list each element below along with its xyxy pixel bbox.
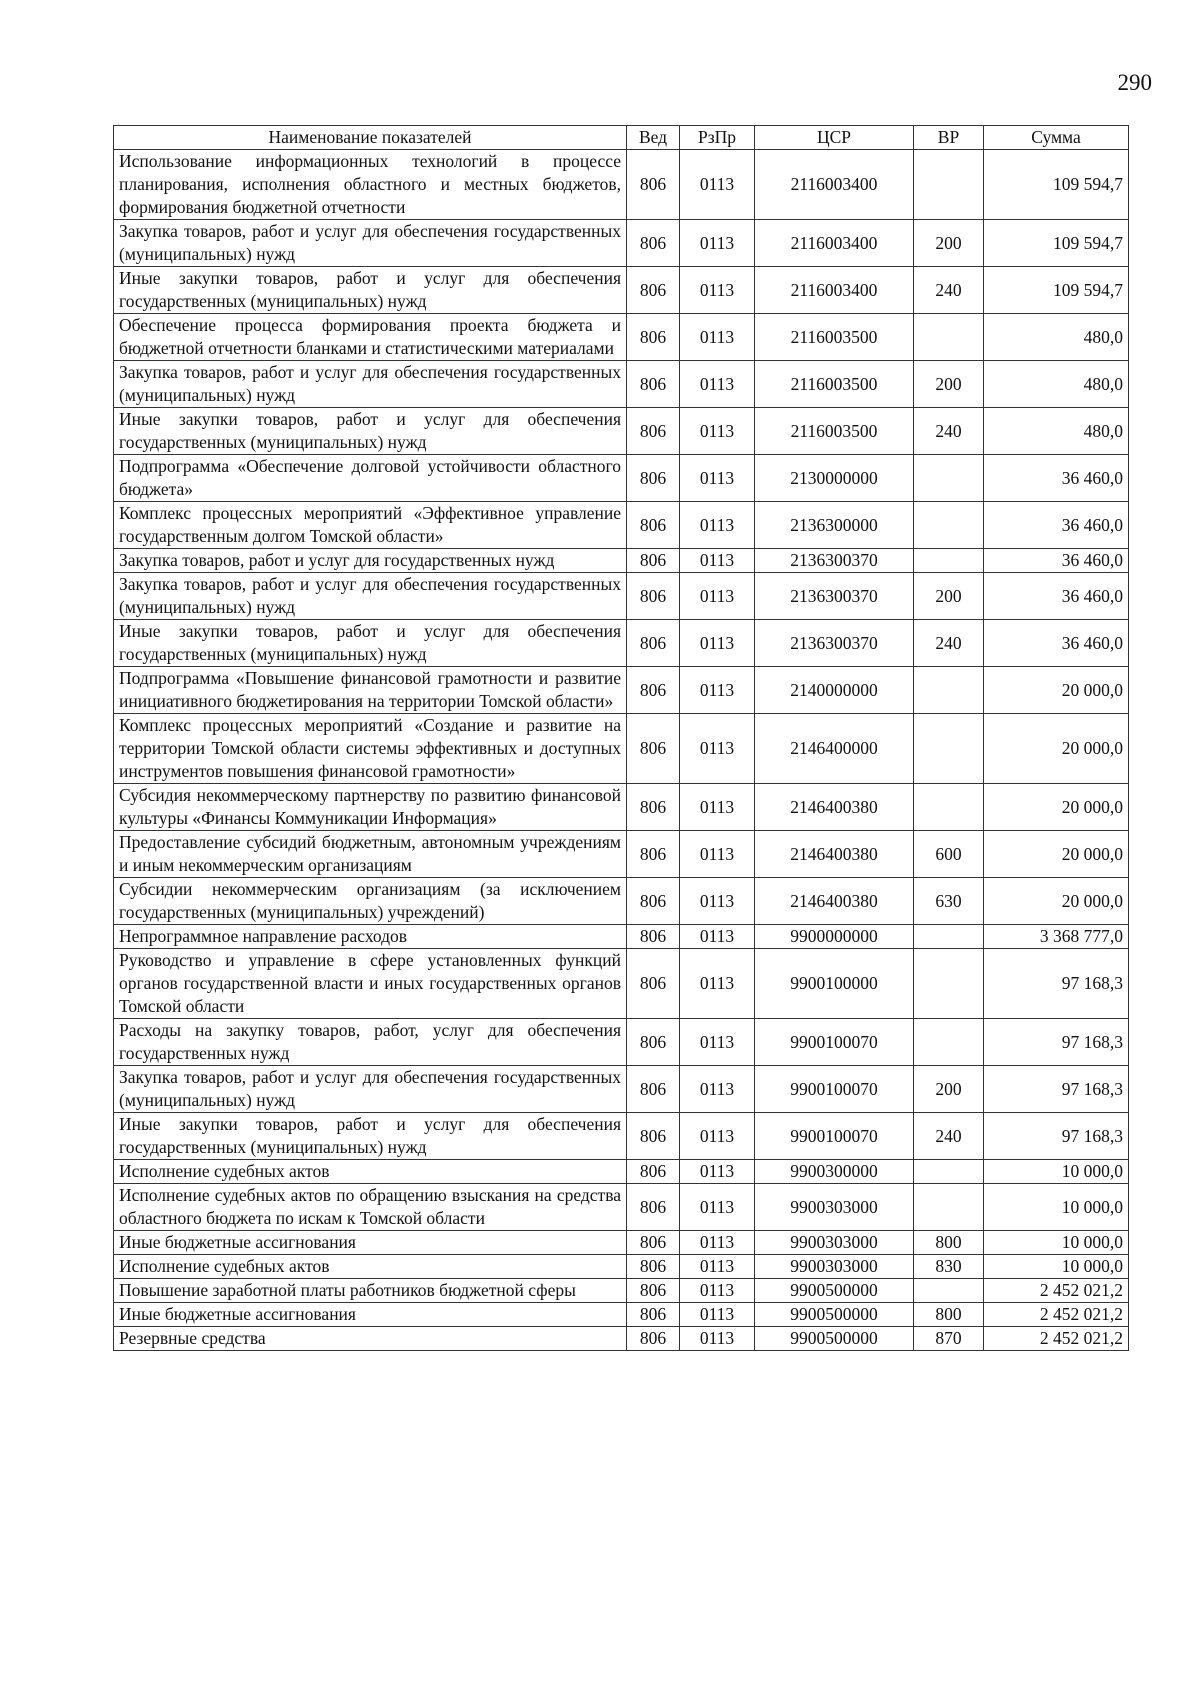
row-ved-cell: 806 <box>627 1113 680 1160</box>
row-rzpr-cell: 0113 <box>680 573 755 620</box>
row-rzpr-cell: 0113 <box>680 361 755 408</box>
row-vr-cell <box>914 549 984 573</box>
row-rzpr-cell: 0113 <box>680 1184 755 1231</box>
row-rzpr-cell: 0113 <box>680 620 755 667</box>
row-csr-cell: 2116003500 <box>755 408 914 455</box>
table-row <box>114 949 1129 1019</box>
row-rzpr-cell: 0113 <box>680 878 755 925</box>
row-rzpr-cell: 0113 <box>680 925 755 949</box>
row-name-cell: Руководство и управление в сфере установленных функций органов государственной власти и иных государственных органов Томской области <box>114 949 627 1019</box>
table-row <box>114 549 1129 573</box>
table-row <box>114 925 1129 949</box>
header-rzpr: РзПр <box>680 126 755 150</box>
row-csr-cell: 9900500000 <box>755 1279 914 1303</box>
row-vr-cell: 200 <box>914 220 984 267</box>
row-sum-cell: 36 460,0 <box>984 620 1129 667</box>
row-sum-cell: 10 000,0 <box>984 1184 1129 1231</box>
row-ved-cell: 806 <box>627 1279 680 1303</box>
row-csr-cell: 2146400380 <box>755 784 914 831</box>
table-row <box>114 573 1129 620</box>
row-vr-cell: 200 <box>914 361 984 408</box>
row-rzpr-cell: 0113 <box>680 1327 755 1351</box>
row-csr-cell: 2146400000 <box>755 714 914 784</box>
table-row <box>114 831 1129 878</box>
row-sum-cell: 109 594,7 <box>984 220 1129 267</box>
table-body <box>114 150 1129 1351</box>
row-ved-cell: 806 <box>627 408 680 455</box>
row-sum-cell: 480,0 <box>984 314 1129 361</box>
header-vr: ВР <box>914 126 984 150</box>
row-ved-cell: 806 <box>627 455 680 502</box>
table-row <box>114 784 1129 831</box>
row-rzpr-cell: 0113 <box>680 949 755 1019</box>
table-row <box>114 455 1129 502</box>
row-sum-cell: 36 460,0 <box>984 455 1129 502</box>
row-csr-cell: 9900500000 <box>755 1327 914 1351</box>
table-row <box>114 361 1129 408</box>
page-number: 290 <box>1117 70 1152 95</box>
row-vr-cell: 240 <box>914 1113 984 1160</box>
row-csr-cell: 9900300000 <box>755 1160 914 1184</box>
row-ved-cell: 806 <box>627 1160 680 1184</box>
row-vr-cell: 600 <box>914 831 984 878</box>
row-vr-cell <box>914 314 984 361</box>
row-vr-cell: 200 <box>914 573 984 620</box>
row-rzpr-cell: 0113 <box>680 455 755 502</box>
row-name-cell: Непрограммное направление расходов <box>114 925 627 949</box>
row-name-cell: Резервные средства <box>114 1327 627 1351</box>
table-row <box>114 502 1129 549</box>
row-vr-cell <box>914 1160 984 1184</box>
row-ved-cell: 806 <box>627 1184 680 1231</box>
row-rzpr-cell: 0113 <box>680 408 755 455</box>
row-csr-cell: 2136300370 <box>755 573 914 620</box>
row-sum-cell: 20 000,0 <box>984 784 1129 831</box>
row-ved-cell: 806 <box>627 1255 680 1279</box>
row-sum-cell: 10 000,0 <box>984 1255 1129 1279</box>
table-row <box>114 1327 1129 1351</box>
table-row <box>114 408 1129 455</box>
row-csr-cell: 9900303000 <box>755 1231 914 1255</box>
row-csr-cell: 9900100070 <box>755 1019 914 1066</box>
row-name-cell: Комплекс процессных мероприятий «Создание и развитие на территории Томской области системы эффективных и доступных инструментов повышения финансовой грамотности» <box>114 714 627 784</box>
row-vr-cell <box>914 1279 984 1303</box>
row-vr-cell: 870 <box>914 1327 984 1351</box>
row-sum-cell: 20 000,0 <box>984 878 1129 925</box>
row-name-cell: Иные закупки товаров, работ и услуг для обеспечения государственных (муниципальных) нужд <box>114 408 627 455</box>
row-ved-cell: 806 <box>627 784 680 831</box>
table-header <box>114 126 1129 150</box>
row-vr-cell <box>914 714 984 784</box>
table-row <box>114 1066 1129 1113</box>
row-sum-cell: 20 000,0 <box>984 667 1129 714</box>
row-rzpr-cell: 0113 <box>680 1255 755 1279</box>
table-row <box>114 150 1129 220</box>
table-row <box>114 620 1129 667</box>
row-vr-cell: 800 <box>914 1231 984 1255</box>
row-ved-cell: 806 <box>627 361 680 408</box>
row-vr-cell <box>914 1019 984 1066</box>
row-rzpr-cell: 0113 <box>680 1113 755 1160</box>
row-vr-cell: 630 <box>914 878 984 925</box>
row-name-cell: Закупка товаров, работ и услуг для обеспечения государственных (муниципальных) нужд <box>114 220 627 267</box>
row-sum-cell: 97 168,3 <box>984 1066 1129 1113</box>
row-name-cell: Подпрограмма «Повышение финансовой грамотности и развитие инициативного бюджетирования на территории Томской области» <box>114 667 627 714</box>
row-csr-cell: 2146400380 <box>755 831 914 878</box>
row-csr-cell: 2116003500 <box>755 361 914 408</box>
row-ved-cell: 806 <box>627 1231 680 1255</box>
row-sum-cell: 20 000,0 <box>984 714 1129 784</box>
row-csr-cell: 9900100000 <box>755 949 914 1019</box>
row-rzpr-cell: 0113 <box>680 714 755 784</box>
table-row <box>114 1184 1129 1231</box>
table-row <box>114 314 1129 361</box>
row-sum-cell: 20 000,0 <box>984 831 1129 878</box>
table-row <box>114 878 1129 925</box>
row-ved-cell: 806 <box>627 573 680 620</box>
row-sum-cell: 97 168,3 <box>984 1019 1129 1066</box>
header-row <box>114 126 1129 150</box>
row-vr-cell: 200 <box>914 1066 984 1113</box>
row-csr-cell: 2136300000 <box>755 502 914 549</box>
row-sum-cell: 2 452 021,2 <box>984 1327 1129 1351</box>
row-vr-cell: 240 <box>914 620 984 667</box>
row-csr-cell: 2130000000 <box>755 455 914 502</box>
table-row <box>114 1231 1129 1255</box>
row-csr-cell: 9900100070 <box>755 1066 914 1113</box>
header-name: Наименование показателей <box>114 126 627 150</box>
row-name-cell: Повышение заработной платы работников бюджетной сферы <box>114 1279 627 1303</box>
row-name-cell: Исполнение судебных актов <box>114 1255 627 1279</box>
row-rzpr-cell: 0113 <box>680 502 755 549</box>
row-ved-cell: 806 <box>627 878 680 925</box>
row-rzpr-cell: 0113 <box>680 1303 755 1327</box>
row-ved-cell: 806 <box>627 267 680 314</box>
row-csr-cell: 2116003400 <box>755 150 914 220</box>
table-row <box>114 1279 1129 1303</box>
row-name-cell: Иные закупки товаров, работ и услуг для обеспечения государственных (муниципальных) нужд <box>114 620 627 667</box>
row-name-cell: Предоставление субсидий бюджетным, автономным учреждениям и иным некоммерческим организациям <box>114 831 627 878</box>
row-sum-cell: 97 168,3 <box>984 949 1129 1019</box>
row-vr-cell <box>914 925 984 949</box>
row-name-cell: Иные бюджетные ассигнования <box>114 1303 627 1327</box>
row-rzpr-cell: 0113 <box>680 1066 755 1113</box>
table-row <box>114 267 1129 314</box>
row-ved-cell: 806 <box>627 1303 680 1327</box>
row-csr-cell: 9900303000 <box>755 1184 914 1231</box>
row-name-cell: Использование информационных технологий в процессе планирования, исполнения областного и местных бюджетов, формирования бюджетной отчетности <box>114 150 627 220</box>
row-sum-cell: 10 000,0 <box>984 1231 1129 1255</box>
row-ved-cell: 806 <box>627 1066 680 1113</box>
row-ved-cell: 806 <box>627 502 680 549</box>
row-name-cell: Исполнение судебных актов <box>114 1160 627 1184</box>
table-row <box>114 667 1129 714</box>
row-sum-cell: 10 000,0 <box>984 1160 1129 1184</box>
row-sum-cell: 97 168,3 <box>984 1113 1129 1160</box>
row-sum-cell: 109 594,7 <box>984 267 1129 314</box>
row-name-cell: Закупка товаров, работ и услуг для обеспечения государственных (муниципальных) нужд <box>114 1066 627 1113</box>
row-rzpr-cell: 0113 <box>680 220 755 267</box>
row-rzpr-cell: 0113 <box>680 314 755 361</box>
row-vr-cell: 240 <box>914 267 984 314</box>
row-rzpr-cell: 0113 <box>680 831 755 878</box>
row-csr-cell: 9900500000 <box>755 1303 914 1327</box>
row-csr-cell: 9900100070 <box>755 1113 914 1160</box>
row-rzpr-cell: 0113 <box>680 549 755 573</box>
header-sum: Сумма <box>984 126 1129 150</box>
row-sum-cell: 36 460,0 <box>984 573 1129 620</box>
row-rzpr-cell: 0113 <box>680 267 755 314</box>
row-rzpr-cell: 0113 <box>680 150 755 220</box>
table-row <box>114 1019 1129 1066</box>
row-vr-cell <box>914 502 984 549</box>
row-csr-cell: 9900303000 <box>755 1255 914 1279</box>
row-name-cell: Комплекс процессных мероприятий «Эффективное управление государственным долгом Томской области» <box>114 502 627 549</box>
header-ved: Вед <box>627 126 680 150</box>
row-rzpr-cell: 0113 <box>680 1019 755 1066</box>
budget-table <box>113 125 1129 1351</box>
header-csr: ЦСР <box>755 126 914 150</box>
row-rzpr-cell: 0113 <box>680 784 755 831</box>
table-row <box>114 714 1129 784</box>
row-name-cell: Закупка товаров, работ и услуг для обеспечения государственных (муниципальных) нужд <box>114 573 627 620</box>
table-row <box>114 1303 1129 1327</box>
row-ved-cell: 806 <box>627 220 680 267</box>
row-rzpr-cell: 0113 <box>680 1160 755 1184</box>
row-vr-cell <box>914 1184 984 1231</box>
row-vr-cell: 240 <box>914 408 984 455</box>
row-vr-cell: 800 <box>914 1303 984 1327</box>
row-ved-cell: 806 <box>627 150 680 220</box>
row-vr-cell <box>914 667 984 714</box>
row-csr-cell: 2116003400 <box>755 267 914 314</box>
row-sum-cell: 480,0 <box>984 361 1129 408</box>
row-name-cell: Обеспечение процесса формирования проекта бюджета и бюджетной отчетности бланками и статистическими материалами <box>114 314 627 361</box>
row-vr-cell <box>914 150 984 220</box>
row-ved-cell: 806 <box>627 314 680 361</box>
row-name-cell: Иные закупки товаров, работ и услуг для обеспечения государственных (муниципальных) нужд <box>114 267 627 314</box>
row-ved-cell: 806 <box>627 925 680 949</box>
row-rzpr-cell: 0113 <box>680 667 755 714</box>
row-ved-cell: 806 <box>627 549 680 573</box>
row-sum-cell: 109 594,7 <box>984 150 1129 220</box>
row-ved-cell: 806 <box>627 1019 680 1066</box>
row-sum-cell: 2 452 021,2 <box>984 1279 1129 1303</box>
row-sum-cell: 3 368 777,0 <box>984 925 1129 949</box>
row-vr-cell: 830 <box>914 1255 984 1279</box>
row-name-cell: Закупка товаров, работ и услуг для государственных нужд <box>114 549 627 573</box>
row-sum-cell: 36 460,0 <box>984 549 1129 573</box>
row-sum-cell: 2 452 021,2 <box>984 1303 1129 1327</box>
row-sum-cell: 480,0 <box>984 408 1129 455</box>
row-ved-cell: 806 <box>627 667 680 714</box>
row-ved-cell: 806 <box>627 831 680 878</box>
row-csr-cell: 2116003400 <box>755 220 914 267</box>
row-name-cell: Иные закупки товаров, работ и услуг для обеспечения государственных (муниципальных) нужд <box>114 1113 627 1160</box>
table-row <box>114 1113 1129 1160</box>
row-name-cell: Субсидия некоммерческому партнерству по развитию финансовой культуры «Финансы Коммуникации Информация» <box>114 784 627 831</box>
row-csr-cell: 2140000000 <box>755 667 914 714</box>
table-row <box>114 220 1129 267</box>
row-ved-cell: 806 <box>627 949 680 1019</box>
row-csr-cell: 2116003500 <box>755 314 914 361</box>
row-ved-cell: 806 <box>627 714 680 784</box>
row-ved-cell: 806 <box>627 620 680 667</box>
row-vr-cell <box>914 949 984 1019</box>
row-csr-cell: 9900000000 <box>755 925 914 949</box>
row-name-cell: Подпрограмма «Обеспечение долговой устойчивости областного бюджета» <box>114 455 627 502</box>
row-name-cell: Субсидии некоммерческим организациям (за исключением государственных (муниципальных) учреждений) <box>114 878 627 925</box>
row-ved-cell: 806 <box>627 1327 680 1351</box>
row-rzpr-cell: 0113 <box>680 1279 755 1303</box>
table-row <box>114 1160 1129 1184</box>
row-csr-cell: 2136300370 <box>755 549 914 573</box>
row-name-cell: Расходы на закупку товаров, работ, услуг для обеспечения государственных нужд <box>114 1019 627 1066</box>
row-sum-cell: 36 460,0 <box>984 502 1129 549</box>
table-row <box>114 1255 1129 1279</box>
row-name-cell: Закупка товаров, работ и услуг для обеспечения государственных (муниципальных) нужд <box>114 361 627 408</box>
row-name-cell: Иные бюджетные ассигнования <box>114 1231 627 1255</box>
row-csr-cell: 2136300370 <box>755 620 914 667</box>
row-vr-cell <box>914 455 984 502</box>
row-rzpr-cell: 0113 <box>680 1231 755 1255</box>
row-vr-cell <box>914 784 984 831</box>
row-name-cell: Исполнение судебных актов по обращению взыскания на средства областного бюджета по искам к Томской области <box>114 1184 627 1231</box>
row-csr-cell: 2146400380 <box>755 878 914 925</box>
